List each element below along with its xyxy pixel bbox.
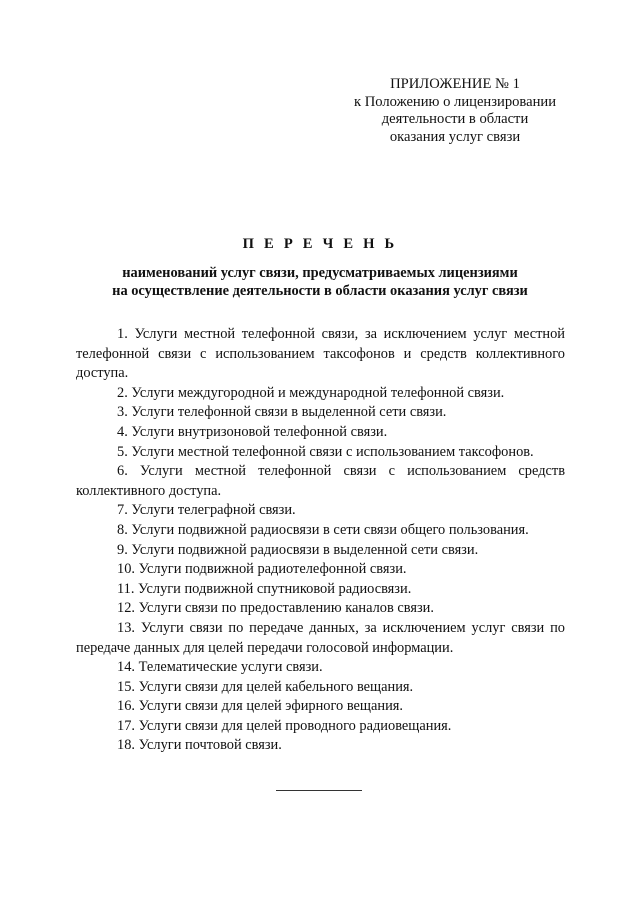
list-item: 10. Услуги подвижной радиотелефонной связи. xyxy=(117,561,407,578)
list-item: 17. Услуги связи для целей проводного радиовещания. xyxy=(117,717,452,734)
appendix-line: к Положению о лицензировании xyxy=(353,93,557,110)
subtitle-line: на осуществление деятельности в области оказания услуг связи xyxy=(112,283,528,299)
list-item: 3. Услуги телефонной связи в выделенной сети связи. xyxy=(117,404,447,421)
list-item: 14. Телематические услуги связи. xyxy=(117,659,323,676)
list-item: 1. Услуги местной телефонной связи, за исключением услуг местной телефонной связи с использованием таксофонов и средств коллективного доступа. xyxy=(76,326,565,382)
list-item: 5. Услуги местной телефонной связи с использованием таксофонов. xyxy=(117,443,534,460)
appendix-number: ПРИЛОЖЕНИЕ № 1 xyxy=(390,76,520,92)
list-item: 18. Услуги почтовой связи. xyxy=(117,737,282,754)
list-item: 9. Услуги подвижной радиосвязи в выделенной сети связи. xyxy=(117,541,479,558)
list-item: 4. Услуги внутризоновой телефонной связи. xyxy=(117,423,388,440)
document-title: П Е Р Е Ч Е Н Ь xyxy=(242,236,398,252)
closing-divider xyxy=(276,790,362,791)
list-item: 8. Услуги подвижной радиосвязи в сети связи общего пользования. xyxy=(117,521,529,538)
list-item: 11. Услуги подвижной спутниковой радиосвязи. xyxy=(117,580,412,597)
list-item: 16. Услуги связи для целей эфирного вещания. xyxy=(117,698,404,715)
subtitle-line: наименований услуг связи, предусматриваемых лицензиями xyxy=(122,265,518,281)
document-subtitle xyxy=(0,264,640,300)
list-item: 12. Услуги связи по предоставлению каналов связи. xyxy=(117,600,434,617)
list-item: 13. Услуги связи по передаче данных, за исключением услуг связи по передаче данных для целей передачи голосовой информации. xyxy=(76,619,565,656)
appendix-header xyxy=(330,76,580,146)
list-item: 15. Услуги связи для целей кабельного вещания. xyxy=(117,678,414,695)
appendix-line: деятельности в области xyxy=(381,111,529,127)
list-item: 2. Услуги междугородной и международной телефонной связи. xyxy=(117,384,505,401)
appendix-line: оказания услуг связи xyxy=(389,128,521,145)
list-item: 7. Услуги телеграфной связи. xyxy=(117,502,296,519)
list-item: 6. Услуги местной телефонной связи с использованием средств коллективного доступа. xyxy=(76,463,565,499)
services-list xyxy=(76,325,565,756)
